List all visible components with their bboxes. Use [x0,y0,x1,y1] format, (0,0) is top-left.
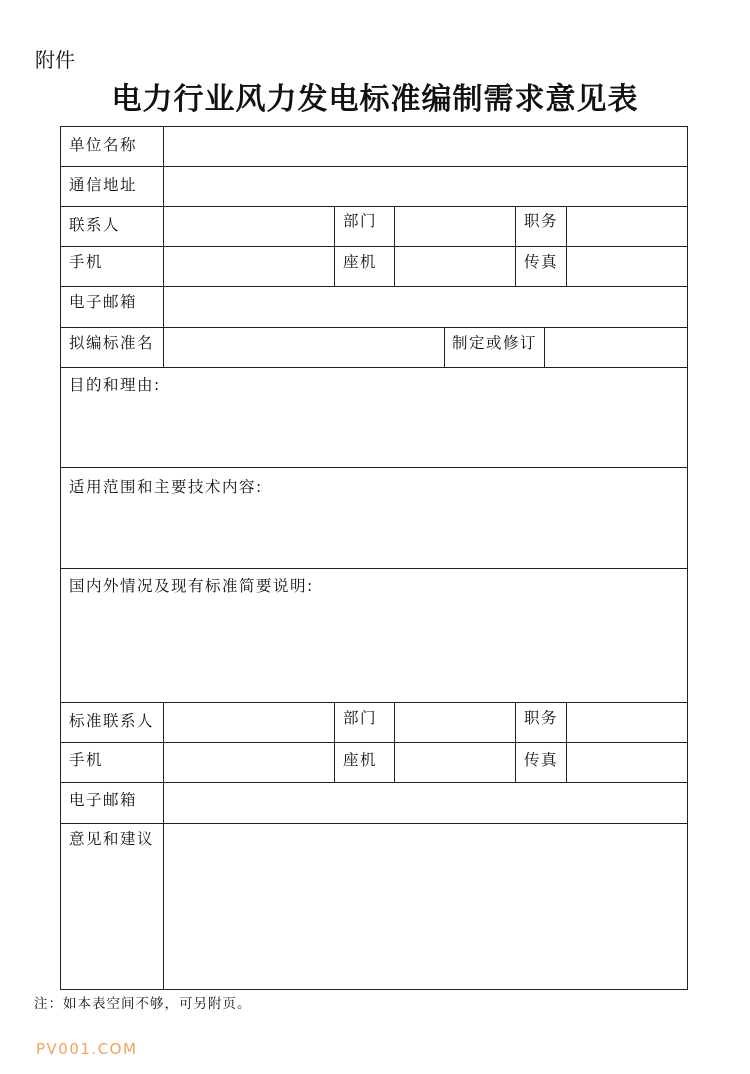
std-landline-field[interactable] [394,742,515,782]
scope-label: 适用范围和主要技术内容: [69,478,263,496]
email-label: 电子邮箱 [69,293,138,311]
revise-field[interactable] [544,327,688,367]
position-label: 职务 [524,212,559,230]
watermark-text: PV001.COM [36,1040,138,1058]
requirement-form-table [60,126,688,990]
landline-field[interactable] [394,246,515,286]
unit-name-label: 单位名称 [69,136,138,154]
revise-label: 制定或修订 [452,334,538,352]
std-fax-label: 传真 [524,751,559,769]
fax-field[interactable] [566,246,688,286]
address-label: 通信地址 [69,176,138,194]
std-email-label: 电子邮箱 [69,791,138,809]
address-field[interactable] [163,166,688,206]
proposed-standard-field[interactable] [163,327,444,367]
std-email-field[interactable] [163,782,688,823]
std-position-label: 职务 [524,709,559,727]
form-title: 电力行业风力发电标准编制需求意见表 [111,82,639,117]
std-mobile-label: 手机 [69,751,104,769]
opinion-label: 意见和建议 [69,830,155,848]
email-field[interactable] [163,286,688,327]
status-label: 国内外情况及现有标准简要说明: [69,577,314,595]
opinion-field[interactable] [163,823,688,990]
landline-label: 座机 [343,253,378,271]
std-landline-label: 座机 [343,751,378,769]
mobile-field[interactable] [163,246,334,286]
unit-name-field[interactable] [163,126,688,166]
std-contact-label: 标准联系人 [69,712,155,730]
footnote: 注：如本表空间不够，可另附页。 [34,996,252,1012]
std-contact-field[interactable] [163,702,334,742]
std-department-label: 部门 [343,709,378,727]
std-fax-field[interactable] [566,742,688,782]
attachment-label: 附件 [35,48,75,72]
department-label: 部门 [343,212,378,230]
department-field[interactable] [394,206,515,246]
std-position-field[interactable] [566,702,688,742]
mobile-label: 手机 [69,253,104,271]
proposed-standard-label: 拟编标准名 [69,334,155,352]
purpose-label: 目的和理由: [69,376,161,394]
contact-field[interactable] [163,206,334,246]
position-field[interactable] [566,206,688,246]
std-department-field[interactable] [394,702,515,742]
std-mobile-field[interactable] [163,742,334,782]
contact-label: 联系人 [69,216,121,234]
fax-label: 传真 [524,253,559,271]
